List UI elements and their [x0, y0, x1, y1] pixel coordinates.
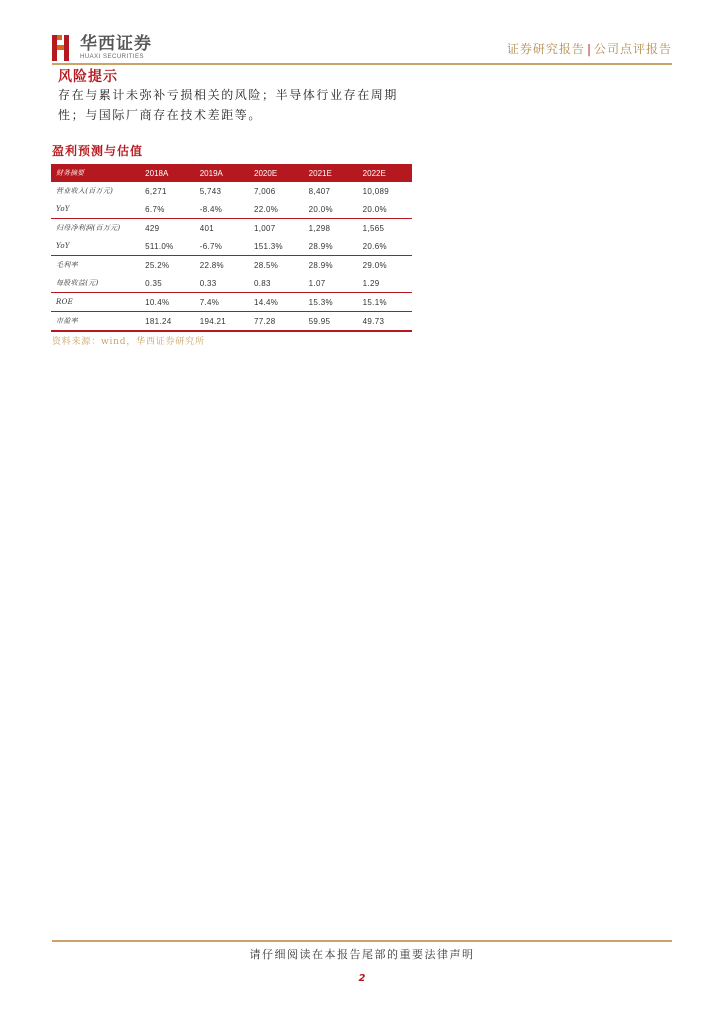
- table-row: [51, 182, 412, 200]
- report-type-header: [507, 40, 672, 57]
- row-label: 毛利率: [56, 261, 78, 269]
- table-cell: 1,007: [254, 223, 276, 233]
- header-separator: |: [586, 42, 592, 56]
- table-row: [51, 256, 412, 275]
- table-cell: 49.73: [358, 312, 412, 332]
- table-header-row: [51, 164, 412, 182]
- logo-mark-icon: [52, 35, 72, 61]
- logo-chinese-name: 华西证券: [80, 34, 152, 54]
- table-cell: 181.24: [140, 312, 195, 332]
- table-cell: 7,006: [254, 186, 276, 196]
- row-label: YoY: [51, 200, 140, 219]
- table-cell: 14.4%: [249, 293, 304, 312]
- table-cell: 22.8%: [199, 260, 224, 270]
- row-label: 每股收益(元): [51, 274, 140, 293]
- table-row: [51, 293, 412, 312]
- table-cell: 151.3%: [249, 237, 304, 256]
- footer-disclaimer: 请仔细阅读在本报告尾部的重要法律声明: [249, 948, 475, 961]
- table-row: [51, 274, 412, 293]
- risk-section-text: 存在与累计未弥补亏损相关的风险；半导体行业存在周期性；与国际厂商存在技术差距等。: [58, 88, 399, 122]
- table-row: [51, 219, 412, 238]
- table-cell: 1,298: [308, 223, 331, 233]
- table-cell: 59.95: [304, 312, 358, 332]
- row-label: YoY: [51, 237, 140, 256]
- table-row: [51, 312, 412, 332]
- table-header-year: 2022E: [362, 168, 386, 178]
- table-cell: 1.29: [358, 274, 412, 293]
- table-cell: 28.9%: [308, 260, 333, 270]
- row-label: 归母净利润(百万元): [56, 224, 121, 232]
- row-label: 营业收入(百万元): [56, 187, 114, 195]
- row-label: 市盈率: [51, 312, 140, 332]
- table-cell: 8,407: [308, 186, 331, 196]
- table-cell: 1,565: [362, 223, 385, 233]
- table-header-label: 财务摘要: [56, 169, 84, 177]
- table-cell: 1.07: [304, 274, 358, 293]
- table-cell: 0.35: [140, 274, 195, 293]
- table-header-year: 2021E: [308, 168, 332, 178]
- table-row: [51, 237, 412, 256]
- table-cell: 15.1%: [358, 293, 412, 312]
- table-cell: 429: [145, 223, 160, 233]
- table-cell: 6.7%: [140, 200, 195, 219]
- table-cell: 28.9%: [304, 237, 358, 256]
- table-cell: 6,271: [145, 186, 167, 196]
- table-cell: 10.4%: [140, 293, 195, 312]
- table-cell: 28.5%: [254, 260, 279, 270]
- company-logo: [52, 34, 152, 62]
- table-cell: 5,743: [199, 186, 222, 196]
- page-number: 2: [358, 973, 366, 984]
- header-divider: [52, 63, 672, 65]
- table-cell: 0.33: [195, 274, 249, 293]
- table-cell: 0.83: [249, 274, 304, 293]
- table-cell: 10,089: [362, 186, 389, 196]
- table-cell: 401: [199, 223, 214, 233]
- forecast-table-title: 盈利预测与估值: [52, 144, 144, 158]
- report-subtype: 公司点评报告: [593, 42, 672, 56]
- table-cell: 20.0%: [304, 200, 358, 219]
- table-cell: 22.0%: [249, 200, 304, 219]
- table-cell: 25.2%: [145, 260, 170, 270]
- table-source-note: 资料来源：wind，华西证券研究所: [52, 337, 205, 347]
- financial-summary-table: [51, 164, 412, 332]
- table-cell: 20.6%: [358, 237, 412, 256]
- table-cell: 15.3%: [304, 293, 358, 312]
- table-header-year: 2019A: [199, 168, 223, 178]
- table-cell: 20.0%: [358, 200, 412, 219]
- report-type: 证券研究报告: [506, 42, 585, 56]
- table-row: [51, 200, 412, 219]
- table-cell: 7.4%: [195, 293, 249, 312]
- table-cell: 194.21: [195, 312, 249, 332]
- table-header-year: 2018A: [145, 168, 169, 178]
- footer-divider: [52, 940, 672, 942]
- risk-section-title: 风险提示: [58, 69, 118, 85]
- table-cell: -8.4%: [195, 200, 249, 219]
- table-cell: -6.7%: [195, 237, 249, 256]
- row-label: ROE: [51, 293, 140, 312]
- table-cell: 77.28: [249, 312, 304, 332]
- logo-english-name: HUAXI SECURITIES: [80, 54, 145, 60]
- table-header-year: 2020E: [254, 168, 278, 178]
- table-cell: 511.0%: [140, 237, 195, 256]
- table-cell: 29.0%: [362, 260, 387, 270]
